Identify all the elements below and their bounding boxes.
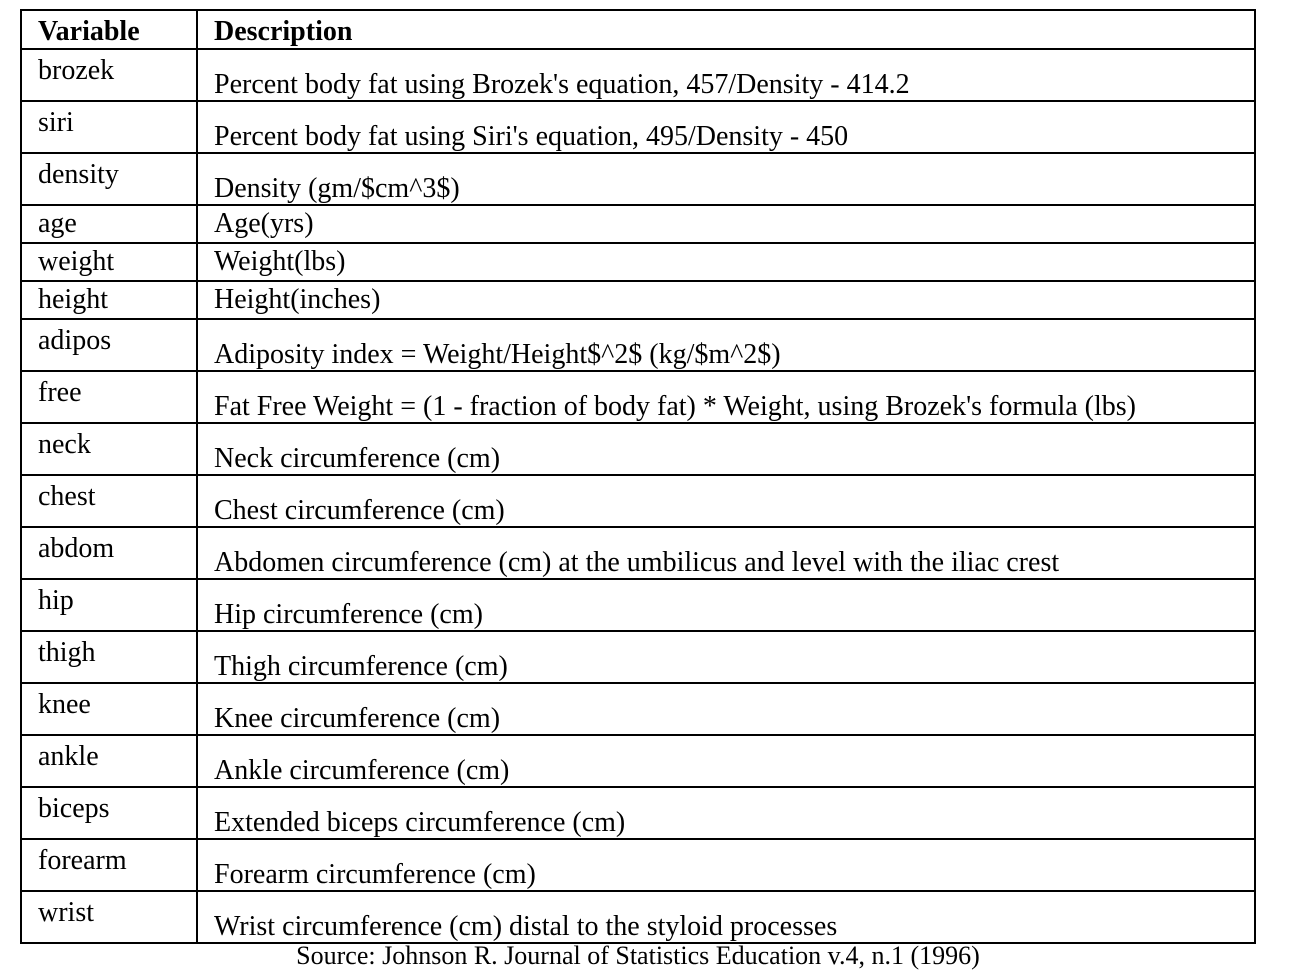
table-row <box>21 281 1255 319</box>
variable-cell: chest <box>21 475 197 527</box>
variable-cell: wrist <box>21 891 197 943</box>
table-row <box>21 153 1255 205</box>
table-row <box>21 475 1255 527</box>
description-cell: Chest circumference (cm) <box>197 475 1255 527</box>
table-row <box>21 319 1255 371</box>
table-row <box>21 371 1255 423</box>
table-row <box>21 631 1255 683</box>
table-row <box>21 423 1255 475</box>
description-cell: Age(yrs) <box>197 205 1255 243</box>
variable-cell: abdom <box>21 527 197 579</box>
variable-cell: forearm <box>21 839 197 891</box>
description-cell: Height(inches) <box>197 281 1255 319</box>
variable-cell: neck <box>21 423 197 475</box>
variable-cell: brozek <box>21 49 197 101</box>
table-row <box>21 891 1255 943</box>
table-body <box>21 49 1255 943</box>
table-header-row <box>21 10 1255 49</box>
variable-cell: density <box>21 153 197 205</box>
description-cell: Wrist circumference (cm) distal to the styloid processes <box>197 891 1255 943</box>
description-cell: Forearm circumference (cm) <box>197 839 1255 891</box>
table-row <box>21 243 1255 281</box>
description-cell: Hip circumference (cm) <box>197 579 1255 631</box>
table-row <box>21 683 1255 735</box>
table-row <box>21 205 1255 243</box>
description-cell: Thigh circumference (cm) <box>197 631 1255 683</box>
table-row <box>21 787 1255 839</box>
variable-table <box>20 9 1256 944</box>
description-cell: Abdomen circumference (cm) at the umbilicus and level with the iliac crest <box>197 527 1255 579</box>
variable-cell: ankle <box>21 735 197 787</box>
table-row <box>21 839 1255 891</box>
variable-cell: biceps <box>21 787 197 839</box>
description-cell: Neck circumference (cm) <box>197 423 1255 475</box>
table-row <box>21 101 1255 153</box>
description-cell: Percent body fat using Brozek's equation, 457/Density - 414.2 <box>197 49 1255 101</box>
table-row <box>21 579 1255 631</box>
source-citation: Source: Johnson R. Journal of Statistics Education v.4, n.1 (1996) <box>296 941 980 970</box>
description-cell: Extended biceps circumference (cm) <box>197 787 1255 839</box>
table-row <box>21 527 1255 579</box>
variable-cell: siri <box>21 101 197 153</box>
description-cell: Ankle circumference (cm) <box>197 735 1255 787</box>
description-cell: Fat Free Weight = (1 - fraction of body fat) * Weight, using Brozek's formula (lbs) <box>197 371 1255 423</box>
variable-cell: adipos <box>21 319 197 371</box>
description-cell: Density (gm/$cm^3$) <box>197 153 1255 205</box>
variable-cell: hip <box>21 579 197 631</box>
description-cell: Weight(lbs) <box>197 243 1255 281</box>
variable-cell: weight <box>21 243 197 281</box>
description-cell: Adiposity index = Weight/Height$^2$ (kg/$m^2$) <box>197 319 1255 371</box>
column-header-variable: Variable <box>21 10 197 49</box>
table-row <box>21 735 1255 787</box>
description-cell: Percent body fat using Siri's equation, 495/Density - 450 <box>197 101 1255 153</box>
description-cell: Knee circumference (cm) <box>197 683 1255 735</box>
variable-cell: knee <box>21 683 197 735</box>
variable-cell: age <box>21 205 197 243</box>
column-header-description: Description <box>197 10 1255 49</box>
variable-cell: free <box>21 371 197 423</box>
variable-cell: height <box>21 281 197 319</box>
variable-cell: thigh <box>21 631 197 683</box>
table-row <box>21 49 1255 101</box>
